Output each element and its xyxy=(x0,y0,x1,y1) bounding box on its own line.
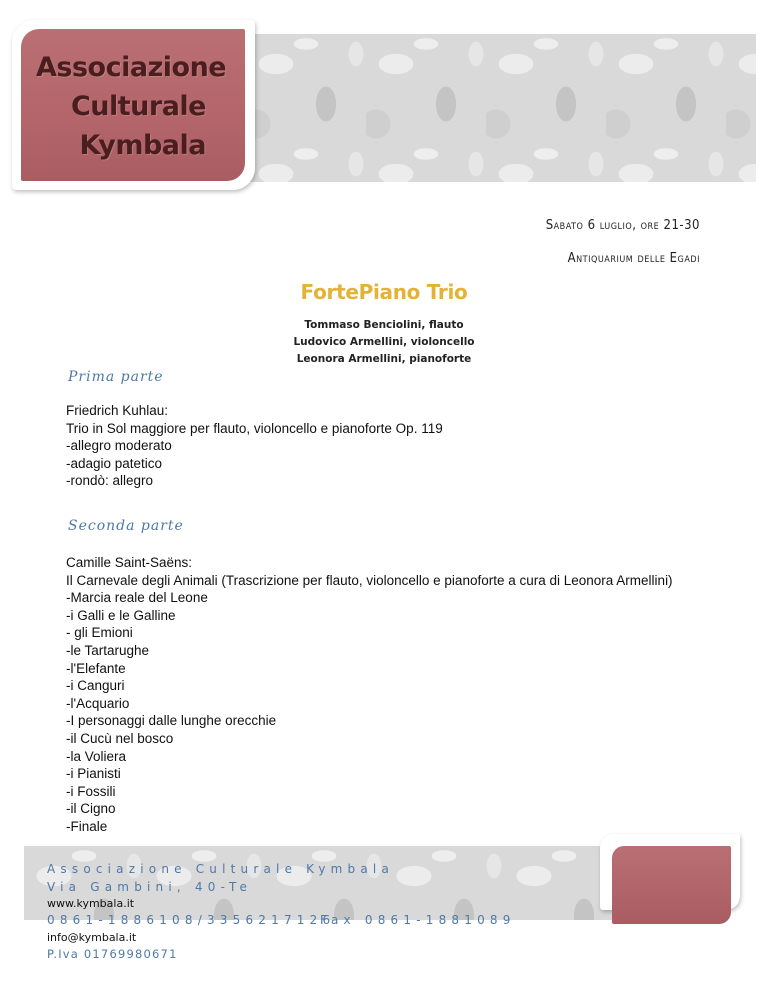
program-line: -i Pianisti xyxy=(66,766,121,782)
program-line: Trio in Sol maggiore per flauto, violoncello e pianoforte Op. 119 xyxy=(66,420,443,436)
event-venue: Antiquarium delle Egadi xyxy=(567,251,700,266)
performer: Leonora Armellini, pianoforte xyxy=(296,353,472,365)
logo-line: Culturale xyxy=(70,91,206,122)
footer-email-link[interactable]: info@kymbala.it xyxy=(47,931,137,944)
section-title-seconda: Seconda parte xyxy=(68,518,184,534)
section-title-prima: Prima parte xyxy=(68,369,164,385)
program-line: -adagio patetico xyxy=(66,455,163,471)
footer-phone: 0861-1886108/3356217126 xyxy=(47,913,336,927)
footer-website-link[interactable]: www.kymbala.it xyxy=(47,897,135,910)
program-line: -i Fossili xyxy=(66,783,116,799)
footer-box xyxy=(612,846,731,924)
performer: Ludovico Armellini, violoncello xyxy=(293,336,475,348)
event-date-time: Sabato 6 luglio, ore 21-30 xyxy=(545,218,700,233)
program-line: -la Voliera xyxy=(66,748,127,764)
damask-pattern xyxy=(246,34,756,182)
program-line: -i Canguri xyxy=(66,678,125,694)
program-line: Friedrich Kuhlau: xyxy=(66,403,169,418)
footer-piva: P.Iva 01769980671 xyxy=(47,947,178,961)
program-line: Il Carnevale degli Animali (Trascrizione per flauto, violoncello e pianoforte a cura di Leonora Armellini) xyxy=(66,572,673,588)
program-line: -l'Acquario xyxy=(66,695,130,711)
program-line: -allegro moderato xyxy=(66,438,172,454)
program-line: -il Cucù nel bosco xyxy=(66,731,174,746)
program-line: -il Cigno xyxy=(66,801,116,817)
footer-fax: Fax 0861-1881089 xyxy=(320,913,516,927)
program-line: -I personaggi dalle lunghe orecchie xyxy=(66,713,277,729)
program-line: -le Tartarughe xyxy=(66,643,150,658)
association-logo xyxy=(36,48,227,165)
program-line: - gli Emioni xyxy=(66,625,133,641)
program-line: Camille Saint-Saëns: xyxy=(66,555,193,570)
logo-line: Associazione xyxy=(36,52,227,83)
program-line: -Finale xyxy=(66,819,108,834)
concert-title: FortePiano Trio xyxy=(300,280,468,304)
program-line: -rondò: allegro xyxy=(66,473,154,489)
program-line: -Marcia reale del Leone xyxy=(66,590,208,606)
logo-line: Kymbala xyxy=(79,130,206,161)
program-line: -i Galli e le Galline xyxy=(66,607,176,623)
performer: Tommaso Benciolini, flauto xyxy=(304,319,464,331)
footer-address: Via Gambini, 40-Te xyxy=(47,880,253,894)
footer-association-name: Associazione Culturale Kymbala xyxy=(47,862,395,876)
program-line: -l'Elefante xyxy=(66,660,126,676)
